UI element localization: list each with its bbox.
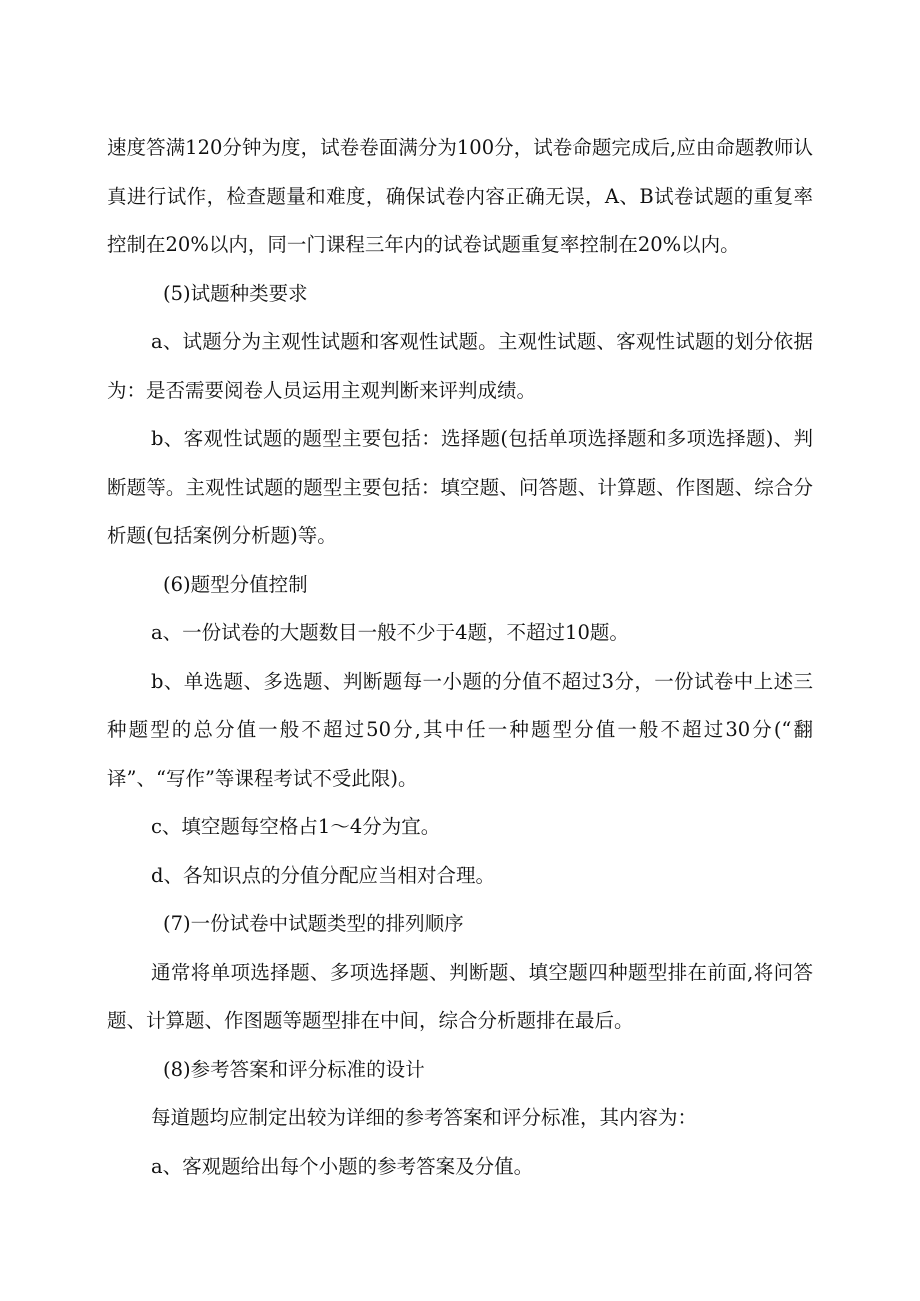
- paragraph-5b: b、客观性试题的题型主要包括：选择题(包括单项选择题和多项选择题)、判断题等。主观性试题的题型主要包括：填空题、问答题、计算题、作图题、综合分析题(包括案例分析题)等。: [107, 427, 813, 547]
- section-heading-5: (5)试题种类要求: [163, 281, 308, 305]
- paragraph-continuation: 速度答满120分钟为度，试卷卷面满分为100分，试卷命题完成后,应由命题教师认真进行试作，检查题量和难度，确保试卷内容正确无误，A、B试卷试题的重复率控制在20%以内，同一门课程三年内的试卷试题重复率控制在20%以内。: [107, 136, 813, 256]
- paragraph-6b: b、单选题、多选题、判断题每一小题的分值不超过3分，一份试卷中上述三种题型的总分值一般不超过50分,其中任一种题型分值一般不超过30分(“翻译”、“写作”等课程考试不受此限)。: [107, 669, 813, 790]
- section-heading-7: (7)一份试卷中试题类型的排列顺序: [163, 912, 464, 935]
- section-heading-8: (8)参考答案和评分标准的设计: [163, 1057, 425, 1081]
- paragraph-7: 通常将单项选择题、多项选择题、判断题、填空题四种题型排在前面,将问答题、计算题、作图题等题型排在中间，综合分析题排在最后。: [107, 960, 813, 1032]
- paragraph-8a: a、客观题给出每个小题的参考答案及分值。: [151, 1154, 534, 1178]
- paragraph-5a: a、试题分为主观性试题和客观性试题。主观性试题、客观性试题的划分依据为：是否需要阅卷人员运用主观判断来评判成绩。: [107, 330, 813, 402]
- section-heading-6: (6)题型分值控制: [163, 572, 308, 596]
- paragraph-6c: c、填空题每空格占1～4分为宜。: [151, 815, 441, 838]
- document-body: [107, 124, 813, 1191]
- paragraph-6a: a、一份试卷的大题数目一般不少于4题，不超过10题。: [151, 621, 629, 644]
- paragraph-6d: d、各知识点的分值分配应当相对合理。: [151, 863, 495, 887]
- paragraph-8: 每道题均应制定出较为详细的参考答案和评分标准，其内容为：: [151, 1106, 698, 1129]
